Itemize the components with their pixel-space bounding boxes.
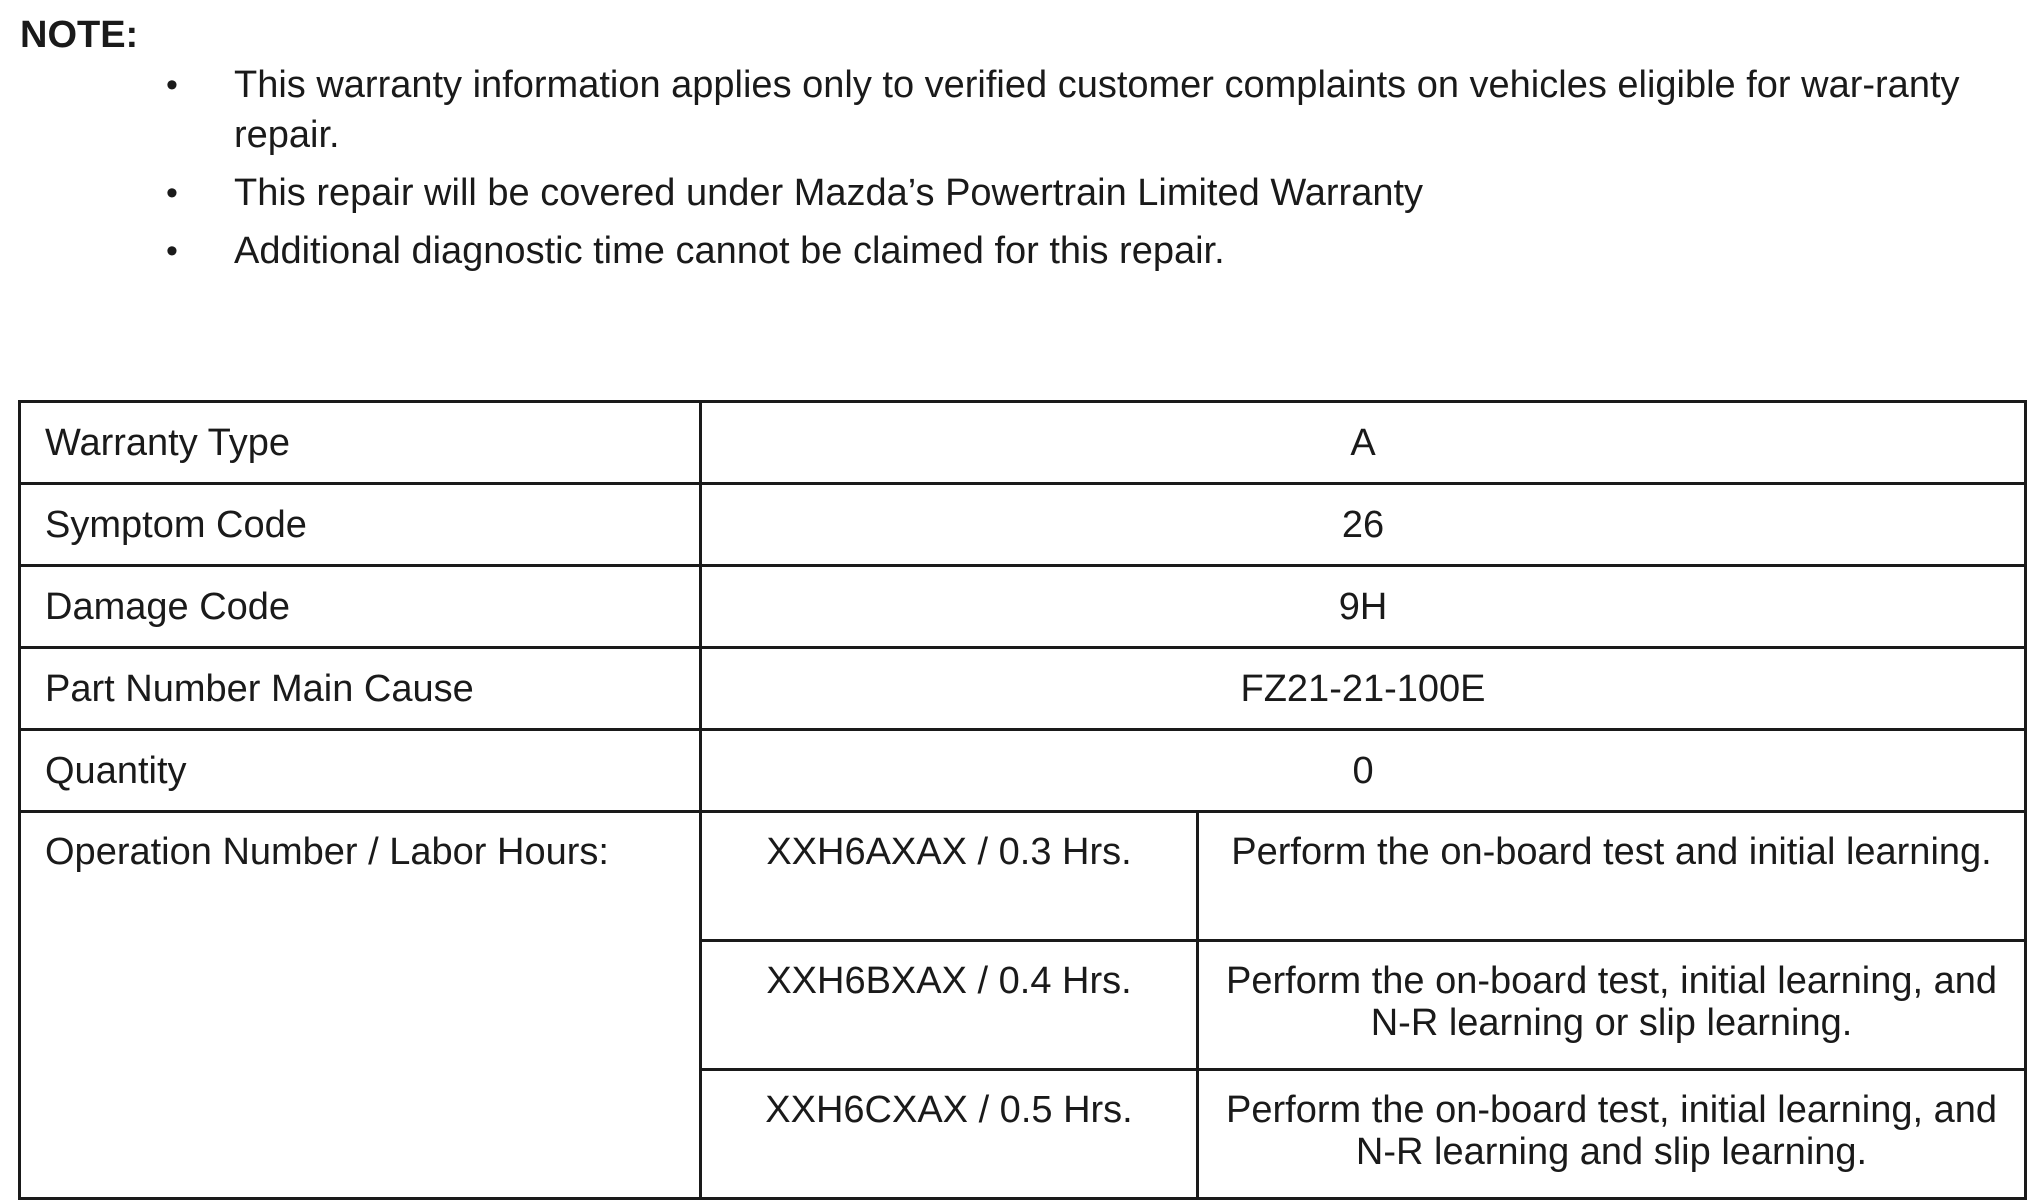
operation-code: XXH6CXAX / 0.5 Hrs. bbox=[701, 1070, 1198, 1199]
operation-label: Operation Number / Labor Hours: bbox=[20, 812, 701, 1199]
operation-description: Perform the on-board test, initial learning, and N-R learning and slip learning. bbox=[1198, 1070, 2026, 1199]
table-row-damage-code bbox=[20, 566, 2026, 648]
note-item-diagnostic-time bbox=[0, 226, 2039, 276]
warranty-type-label: Warranty Type bbox=[20, 402, 701, 484]
note-item-text: This warranty information applies only to verified customer complaints on vehicles eligible for war-ranty repair. bbox=[234, 64, 1960, 156]
bullet-icon: • bbox=[166, 66, 178, 104]
note-list bbox=[0, 60, 2039, 284]
quantity-label: Quantity bbox=[20, 730, 701, 812]
warranty-type-value: A bbox=[701, 402, 2026, 484]
symptom-code-label: Symptom Code bbox=[20, 484, 701, 566]
part-number-label: Part Number Main Cause bbox=[20, 648, 701, 730]
operation-description: Perform the on-board test, initial learning, and N-R learning or slip learning. bbox=[1198, 941, 2026, 1070]
damage-code-value: 9H bbox=[701, 566, 2026, 648]
table-row-warranty-type bbox=[20, 402, 2026, 484]
operation-description: Perform the on-board test and initial learning. bbox=[1198, 812, 2026, 941]
warranty-table bbox=[18, 400, 2027, 1200]
note-item-verified-complaints bbox=[0, 60, 2039, 160]
table-row-part-number bbox=[20, 648, 2026, 730]
note-item-text: This repair will be covered under Mazda’s Powertrain Limited Warranty bbox=[234, 172, 1424, 214]
operation-code: XXH6AXAX / 0.3 Hrs. bbox=[701, 812, 1198, 941]
table-row-symptom-code bbox=[20, 484, 2026, 566]
table-row-quantity bbox=[20, 730, 2026, 812]
note-heading: NOTE: bbox=[20, 14, 139, 56]
operation-code: XXH6BXAX / 0.4 Hrs. bbox=[701, 941, 1198, 1070]
note-item-text: Additional diagnostic time cannot be claimed for this repair. bbox=[234, 230, 1225, 272]
table-row-operation bbox=[20, 812, 2026, 941]
bullet-icon: • bbox=[166, 174, 178, 212]
quantity-value: 0 bbox=[701, 730, 2026, 812]
bullet-icon: • bbox=[166, 232, 178, 270]
symptom-code-value: 26 bbox=[701, 484, 2026, 566]
damage-code-label: Damage Code bbox=[20, 566, 701, 648]
note-item-powertrain-warranty bbox=[0, 168, 2039, 218]
part-number-value: FZ21-21-100E bbox=[701, 648, 2026, 730]
